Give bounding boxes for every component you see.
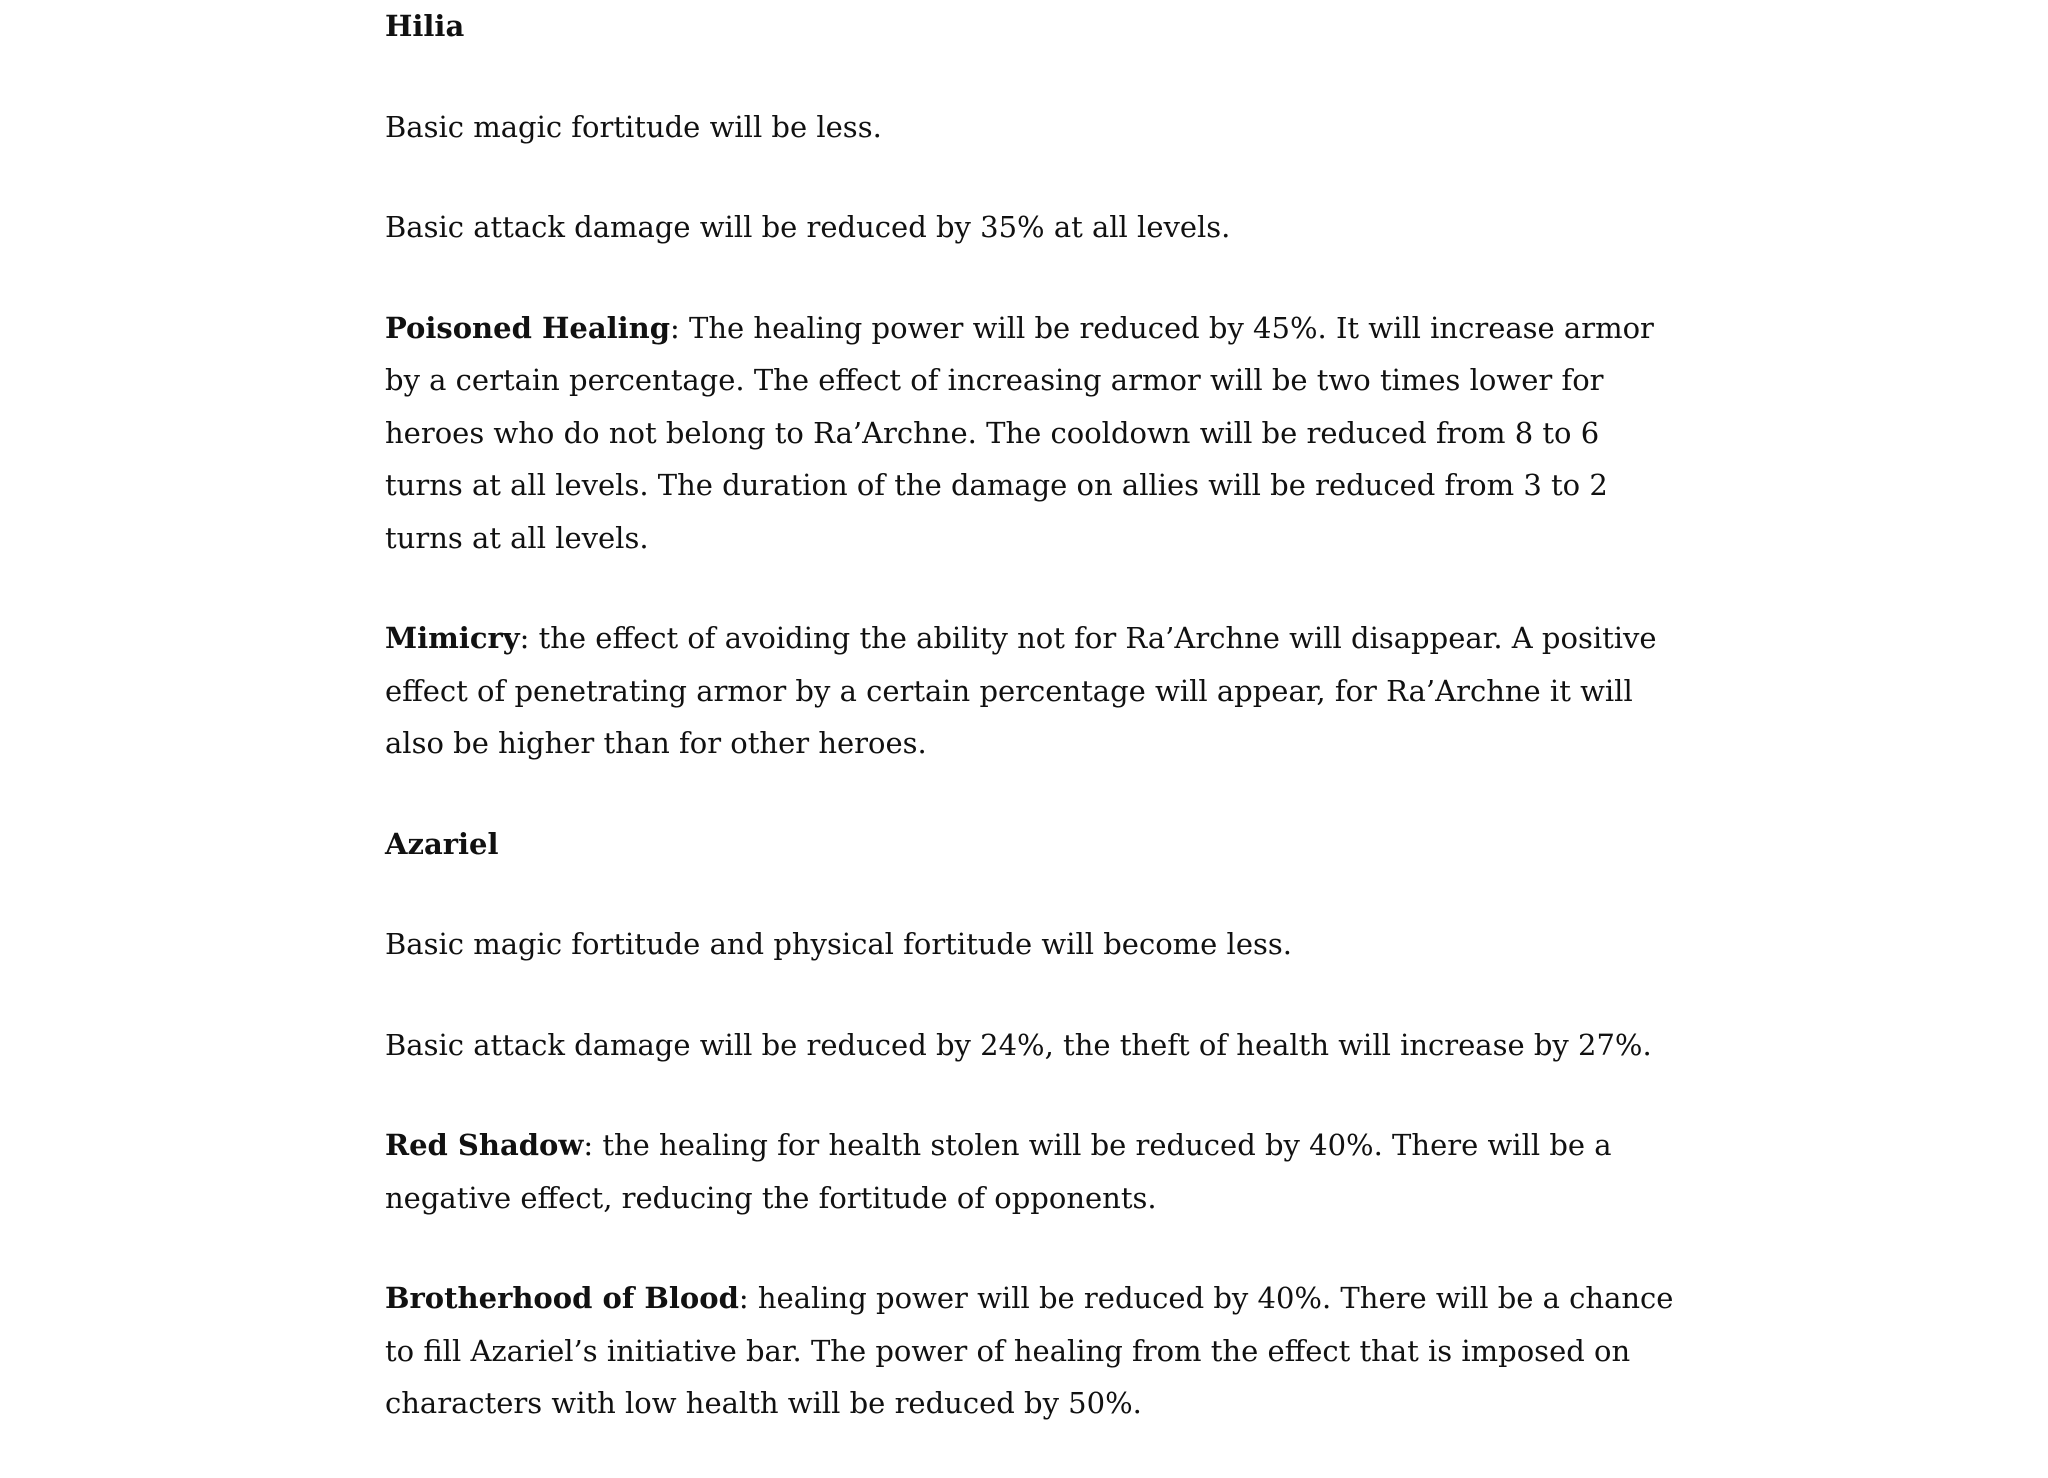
- ability-description: : the healing for health stolen will be reduced by 40%. There will be a negative effect, reducing the fortitude of opponents.: [385, 1128, 1612, 1215]
- paragraph: Basic magic fortitude will be less.: [385, 109, 882, 144]
- paragraph: Basic attack damage will be reduced by 35% at all levels.: [385, 210, 1231, 244]
- ability-name: Red Shadow: [385, 1128, 584, 1162]
- hero-heading-azariel: Azariel: [385, 826, 499, 861]
- article-body: [385, 0, 1685, 1478]
- hero-heading-hilia: Hilia: [385, 9, 465, 43]
- ability-description: : the effect of avoiding the ability not for Ra’Archne will disappear. A positive effect of penetrating armor by a certain percentage will appear, for Ra’Archne it will also be higher than for other heroes.: [385, 621, 1657, 760]
- ability-name: Mimicry: [385, 621, 520, 655]
- ability-description: : The healing power will be reduced by 45%. It will increase armor by a certain percentage. The effect of increasing armor will be two times lower for heroes who do not belong to Ra’Archne. The cooldown will be reduced from 8 to 6 turns at all levels. The duration of the damage on allies will be reduced from 3 to 2 turns at all levels.: [385, 310, 1654, 555]
- ability-red-shadow: [385, 1119, 1685, 1224]
- ability-description: : healing power will be reduced by 40%. There will be a chance to fill Azariel’s initiative bar. The power of healing from the effect that is imposed on characters with low health will be reduced by 50%.: [385, 1281, 1674, 1420]
- ability-name: Poisoned Healing: [385, 310, 671, 345]
- paragraph: Basic attack damage will be reduced by 24%, the theft of health will increase by 27%.: [385, 1027, 1652, 1062]
- ability-mimicry: [385, 612, 1685, 770]
- ability-poisoned-healing: [385, 302, 1685, 565]
- ability-name: Brotherhood of Blood: [385, 1281, 739, 1315]
- ability-brotherhood-of-blood: [385, 1272, 1685, 1430]
- paragraph: Basic magic fortitude and physical fortitude will become less.: [385, 927, 1292, 961]
